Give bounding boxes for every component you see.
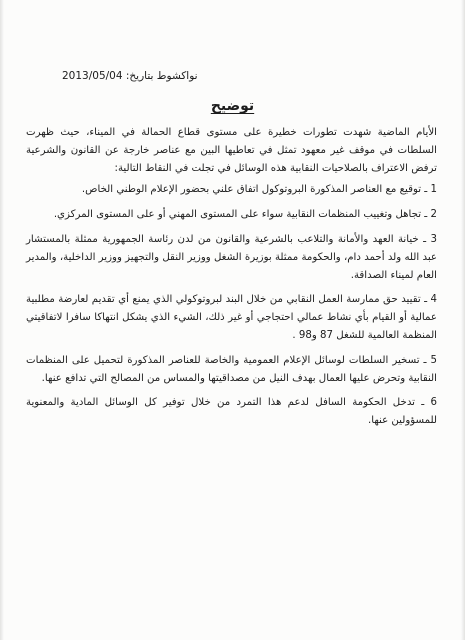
document-title: توضيح bbox=[210, 98, 255, 114]
scan-edge-right bbox=[461, 0, 465, 640]
point-3: 3 ـ خيانة العهد والأمانة والتلاعب بالشرعية والقانون من لدن رئاسة الجمهورية ممثلة بالمستشار عبد الله ولد أحمد دام، والحكومة ممثلة بوزيرة الشغل ووزير النقل والتجهيز ووزير الداخلية، والمدير العام لميناء الصداقة. bbox=[26, 233, 437, 281]
point-6: 6 ـ تدخل الحكومة السافل لدعم هذا التمرد من خلال توفير كل الوسائل المادية والمعنوية للمسؤولين عنها. bbox=[26, 397, 437, 427]
intro-paragraph: الأيام الماضية شهدت تطورات خطيرة على مستوى قطاع الحمالة في الميناء، حيث ظهرت السلطات في موقف غير معهود تمثل في تعاطيها البين مع عناصر خارجة عن القانون والشرعية ترفض الاعتراف بالصلاحيات النقابية هذه الوسائل في تجلت في النقاط التالية: bbox=[26, 127, 437, 174]
point-5: 5 ـ تسخير السلطات لوسائل الإعلام العمومية والخاصة للعناصر المذكورة لتحميل على المنظمات النقابية وتحرض عليها العمال بهدف النيل من مصداقيتها والمساس من المصالح التي تدافع عنها. bbox=[26, 354, 437, 384]
scan-edge-left bbox=[0, 0, 4, 640]
point-4: 4 ـ تقييد حق ممارسة العمل النقابي من خلال البند لبروتوكولي الذي يمنع أي تقديم لعارضة مطلبية عمالية أو القيام بأي نشاط عمالي احتجاجي أو غير ذلك، الشيء الذي يشكل انتهاكا سافرا لاتفاقيتي المنظمة العالمية للشغل 87 و98 . bbox=[26, 294, 437, 341]
point-1: 1 ـ توقيع مع العناصر المذكورة البروتوكول اتفاق علني بحضور الإعلام الوطني الخاص. bbox=[81, 184, 437, 196]
document-body bbox=[26, 124, 437, 437]
date-line: نواكشوط بتاريخ: 2013/05/04 bbox=[62, 70, 198, 82]
point-2: 2 ـ تجاهل وتغييب المنظمات النقابية سواء على المستوى المهني أو على المستوى المركزي. bbox=[53, 209, 437, 221]
